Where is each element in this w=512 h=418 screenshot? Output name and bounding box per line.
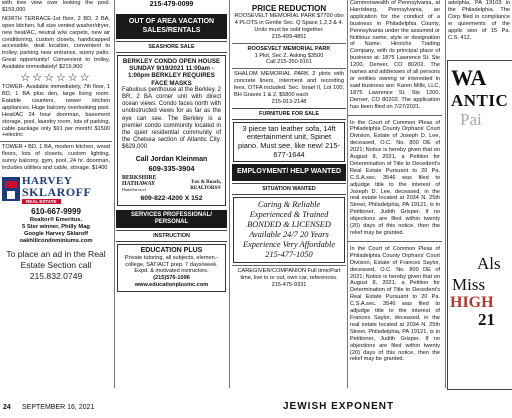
rmp2-plot: 1 Plot, Sec Z. Asking $3500 [254,52,324,59]
section-header-services: SERVICES PROFESSIONAL/ PERSONAL [116,210,227,228]
ad-line-1: WA [451,65,487,90]
shalom-listing: SHALOM MEMORIAL PARK 2 plots with concrete liners, interment and recording fees, OTFA included. Sec. Israel II, Lot 100, BH Graves 1 & 2. $5800 each [234,71,344,99]
house-logo-icon [2,177,20,201]
rmp2-phone: Call 215-350-9161 [265,59,313,66]
rmp2-title: ROOSEVELT MEMORIAL PARK [247,45,331,52]
realtor-address: 5 Ster winner, Philly Mag [22,223,90,230]
realtor-site: oakhillcondominiums.com [19,237,93,244]
page-number: 24 [3,404,11,411]
column-4 [348,0,442,392]
legal-notice-top: Commonwealth of Pennsylvania, at Harrisburg, Pennsylvania, an application for the conduct of a business in Philadelphia County, Pennsylvania under the assumed or fictitious name, style or designation of Name: Hinrichs Trading Company, with its principal place of business at: 1875 Lawrence St. Ste 1200, Denver, CO 80202. The names and addresses of all persons or entities owning or interested in said business are: Karen Mills, LLC, 1875 Lawrence St. Ste 1200, Denver, CO 80202. The application has been filed on 7/27/2021. [350,0,440,110]
logo-line-3: REAL ESTATE [22,199,61,204]
placement-note: To place an ad in the Real Estate Section call 215.832.0749 [6,248,106,281]
rmp-3: Units must be sold together. [254,26,324,33]
edu-site: www.educationplusinc.com [134,282,209,289]
rmp-2: 4 PLOTS in Gentle Sec. Q Space 1,2,3 & 4. [234,19,344,26]
edu-title: EDUCATION PLUS [140,246,203,254]
brokerage-brand [120,173,223,192]
agent-phone: 609-335-3904 [148,163,195,173]
price-reduction-header: PRICE REDUCTION [251,4,327,13]
berkley-body: Fabulous penthouse at the Berkley. 2 BR, 2 BA corner unit with direct ocean views. Condo faces north with unobstructed views for as far as the eye can see. The Berkley is a premier condo community located in the quiet residential community of the Chelsea section of Atlantic City. $629,000 [122,86,221,151]
section-header-out-of-area: OUT OF AREA VACATION SALES/RENTALS [116,14,227,39]
realtor-phone: 610-667-9999 [31,206,81,216]
star-divider: ☆☆☆☆☆☆ [20,71,92,85]
ad-line-7: 21 [478,310,495,329]
section-header-instruction: INSTRUCTION [116,230,227,242]
listing-top-text: with tree view over looking the pool. $159,000 [2,0,110,13]
logo-line-1: HARVEY [22,174,73,187]
legal-notice-saylor: In the Court of Common Pleas of Philadelphia County Orphans' Court Division, Estate of Frances Saylor, deceased, O.C. No. 800 DE of 2021; Notice is hereby given that on August 8, 2021, a Petition for Determination of Title to Decedent's Real Estate Pursuant to 20 Pa. C.S.A.sec. 3546 was filed to adjudge title to the interest of Frances Saylor, deceased, in the real estate located at 2034 N. 25th Street, Philadelphia, PA 19121, is in Petitioner, Judith Grisper. If no objections are filed within twenty (20) days of this notice, then the relief may be granted. [350,245,440,363]
caring-ad [233,197,345,263]
legal-notice-fragment: adelphia, PA 19103 in the Philadelphia. The Corp filed in compliance w quirements of the applic sion of 15 Pa. C.S. 412. [448,0,510,41]
ad-line-4: Als [477,254,501,273]
display-ad-fragment [447,60,512,390]
logo-line-2: SKLAROFF [22,184,92,199]
section-header-employment: EMPLOYMENT/ HELP WANTED [232,164,346,181]
caring-text: Caring & Reliable Experienced & Trained BONDED & LICENSED Available 24/7 20 Years Experience Very Affordable 215-477-1050 [242,199,336,259]
publication-name: JEWISH EXPONENT [283,401,395,412]
harvey-sklaroff-logo [2,175,110,205]
caregiver-text: CAREGIVER/COMPANION Full time/Part time, live in or out, own car, references. [237,267,341,281]
listing-towers: TOWER- Available immediately, 7th floor, 1 BD, 1 BA plus den, large living room. Eatable counters, newer kitchen appliances. Huge balcony overlooking pool. Heat/AC 24 hour doorman, basement storage, pool, laundry room, lots of parking, cable package only $91 per month! $1500 +electric [2,84,110,139]
brand-left-2: HATHAWAY [122,180,156,187]
realtor-google: Google Harvey Sklaroff [23,230,89,237]
berkley-condo-ad [117,55,226,206]
edu-phone: (215)576-1096 [153,275,190,282]
furniture-text: 3 piece tan leather sofa, 14ft entertainment unit, Spinet piano. Must see, like new! 215-677-1644 [238,123,340,159]
agent-name: Call Jordan Kleinman [135,155,208,163]
berkley-title: BERKLEY CONDO OPEN HOUSE SUNDAY 9/19/2021 11:00am - 1:00pm BERKLEY REQUIRES FACE MASKS [122,58,221,87]
top-phone: 215-479-0099 [149,1,194,8]
legal-notice-lee: In the Court of Common Pleas of Philadelphia County Orphans' Court Division, Estate of Joseph D. Lee, deceased, O.C. No. 800 DE of 2021; Notice is hereby given that on August 8, 2021, a Petition for Determination of Title to Decedent's Real Estate Pursuant to 20 Pa. C.S.A.sec. 3546 was filed to adjudge title to the interest of Joseph D. Lee, deceased, in the real estate located at 2034 N. 25th Street, Philadelphia, PA 19121, is in Petitioner, Judith Grisper. If no objections are filed within twenty (20) days of this notice, then the relief may be granted. [350,119,440,236]
brand-left-1: BERKSHIRE [122,174,157,181]
section-header-furniture: FURNITURE FOR SALE [232,108,346,120]
ad-line-3: Pai [460,110,482,129]
furniture-ad [233,122,345,162]
rmp-1: ROOSEVELT MEMORIAL PARK $7700 obo [234,13,344,19]
column-2 [116,0,227,392]
brand-right: Fox & Roach, REALTORS® [190,180,221,192]
caregiver-phone: 215-475-9331 [271,281,307,288]
ad-line-5: Miss [452,275,486,294]
realtor-title: Realtor® Emeritus. [29,216,83,223]
listing-tower-2: TOWER • BD, 1 BA, modern kitchen, wood floors, lots of closets, custom lighting, sunny balcony, gym, pool, 24 hr. doorman, includes utilities and cable, storage. $1400 [2,144,110,172]
section-header-situation: SITUATION WANTED [232,183,346,195]
rmp-phone: 215-499-4851 [271,33,307,40]
section-header-seashore: SEASHORE SALE [116,41,227,53]
ad-line-2: ANTIC [451,91,509,110]
office-phone: 609-822-4200 X 152 [140,194,203,202]
issue-date: SEPTEMBER 16, 2021 [22,404,95,411]
listing-north-terrace: NORTH TERRACE-1st floor, 2 BD, 2 BA, open kitchen, full size vented washer/dryer, new heat/AC, neutral w/w carpets, new air conditioning, custom closets, handicapped accessible, deal location, convenient to trolley, parking near entrance, sunny patio. Great opportunity! Convenient to trolley. Available immediately! $219,900 [2,15,110,71]
education-plus-ad [117,244,226,293]
ad-line-6: HIGH [450,294,494,311]
edu-body: Private tutoring, all subjects, elemen.-college, SAT/ACT prep. 7 days/week. Expd. & motivated instructors. [124,254,219,275]
column-3 [232,0,346,392]
shalom-phone: 215-913-2148 [271,98,307,105]
column-1 [0,0,112,392]
brand-left-3: HomeServices [122,186,147,192]
page-footer [0,400,512,418]
